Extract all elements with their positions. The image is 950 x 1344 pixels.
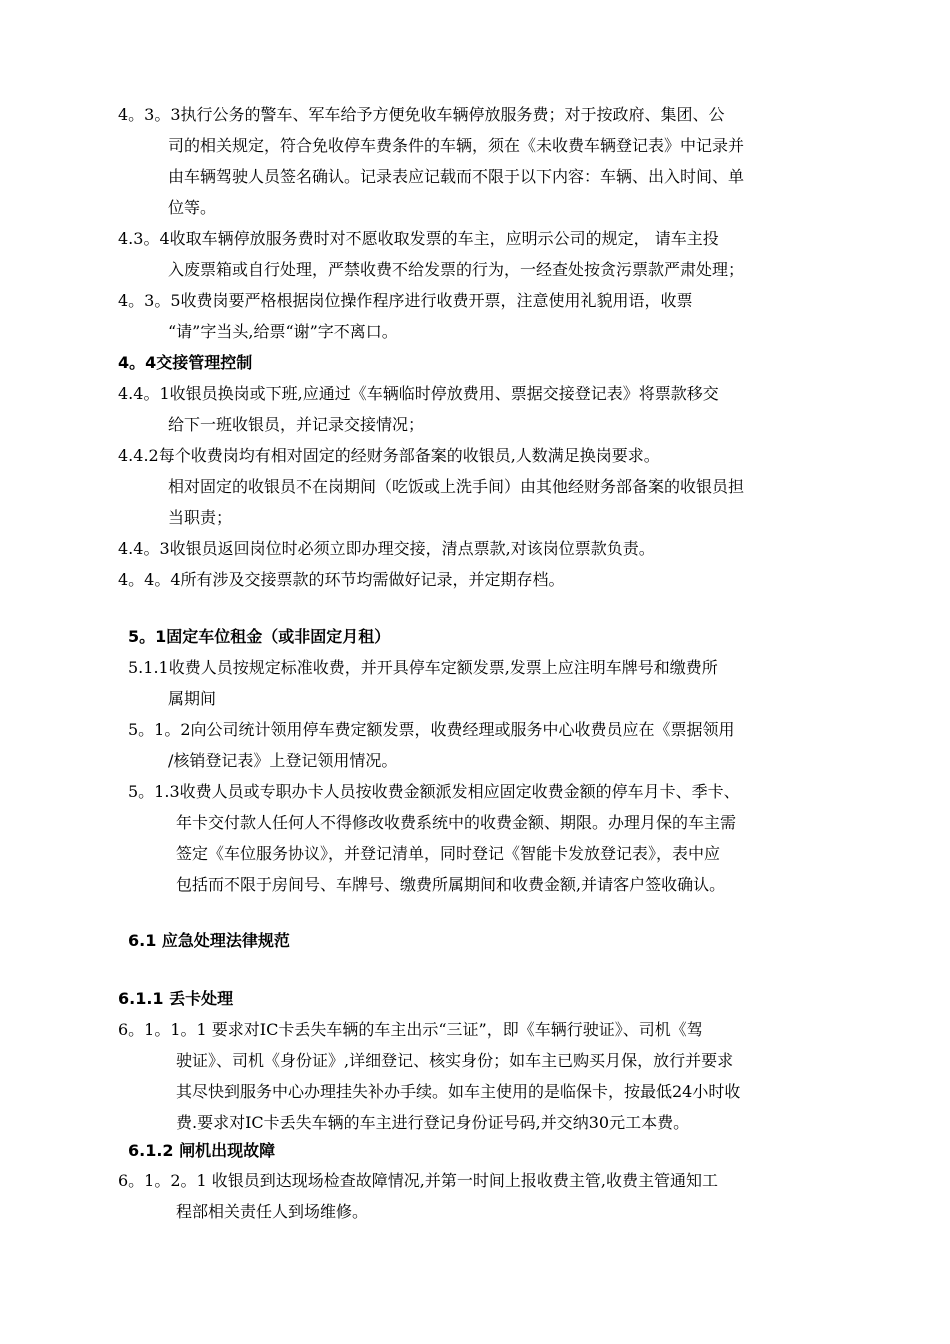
para-6-1-1-1-line-2: 驶证》、司机《身份证》,详细登记、核实身份；如车主已购买月保，放行并要求: [176, 1051, 734, 1070]
para-4-3-4-line-1: 4.3。4收取车辆停放服务费时对不愿收取发票的车主，应明示公司的规定， 请车主投: [118, 229, 719, 248]
para-4-3-3-line-4: 位等。: [168, 198, 217, 217]
heading-6-1-2: 6.1.2 闸机出现故障: [128, 1141, 276, 1160]
para-4-3-3-line-2: 司的相关规定，符合免收停车费条件的车辆，须在《未收费车辆登记表》中记录并: [168, 136, 745, 155]
para-6-1-1-1-line-1: 6。1。1。1 要求对IC卡丢失车辆的车主出示“三证”，即《车辆行驶证》、司机《驾: [118, 1020, 703, 1039]
para-4-3-3-line-1: 4。3。3执行公务的警车、军车给予方便免收车辆停放服务费；对于按政府、集团、公: [118, 105, 725, 124]
para-4-3-4-line-2: 入废票箱或自行处理，严禁收费不给发票的行为，一经查处按贪污票款严肃处理；: [168, 260, 745, 279]
para-5-1-3-line-4: 包括而不限于房间号、车牌号、缴费所属期间和收费金额,并请客户签收确认。: [176, 875, 726, 894]
heading-4-4: 4。4交接管理控制: [118, 353, 253, 372]
para-4-4-4: 4。4。4所有涉及交接票款的环节均需做好记录，并定期存档。: [118, 570, 565, 589]
para-5-1-3-line-3: 签定《车位服务协议》，并登记清单，同时登记《智能卡发放登记表》，表中应: [176, 844, 721, 863]
para-5-1-2-line-2: /核销登记表》上登记领用情况。: [168, 751, 398, 770]
para-4-3-3-line-3: 由车辆驾驶人员签名确认。记录表应记载而不限于以下内容：车辆、出入时间、单: [168, 167, 745, 186]
para-4-4-1-line-1: 4.4。1收银员换岗或下班,应通过《车辆临时停放费用、票据交接登记表》将票款移交: [118, 384, 719, 403]
para-6-1-1-1-line-4: 费.要求对IC卡丢失车辆的车主进行登记身份证号码,并交纳30元工本费。: [176, 1113, 690, 1132]
para-5-1-1-line-1: 5.1.1收费人员按规定标准收费，并开具停车定额发票,发票上应注明车牌号和缴费所: [128, 658, 718, 677]
heading-6-1-1: 6.1.1 丢卡处理: [118, 989, 234, 1008]
para-6-1-2-1-line-2: 程部相关责任人到场维修。: [176, 1202, 369, 1221]
heading-5-1: 5。1固定车位租金（或非固定月租）: [128, 627, 391, 646]
para-5-1-1-line-2: 属期间: [168, 689, 217, 708]
para-5-1-2-line-1: 5。1。2向公司统计领用停车费定额发票，收费经理或服务中心收费员应在《票据领用: [128, 720, 735, 739]
para-5-1-3-line-1: 5。1.3收费人员或专职办卡人员按收费金额派发相应固定收费金额的停车月卡、季卡、: [128, 782, 740, 801]
para-4-4-2-line-2: 相对固定的收银员不在岗期间（吃饭或上洗手间）由其他经财务部备案的收银员担: [168, 477, 745, 496]
para-6-1-2-1-line-1: 6。1。2。1 收银员到达现场检查故障情况,并第一时间上报收费主管,收费主管通知工: [118, 1171, 718, 1190]
heading-6-1: 6.1 应急处理法律规范: [128, 931, 290, 950]
para-4-3-5-line-2: “请”字当头,给票“谢”字不离口。: [168, 322, 398, 341]
para-4-4-2-line-3: 当职责；: [168, 508, 233, 527]
para-5-1-3-line-2: 年卡交付款人任何人不得修改收费系统中的收费金额、期限。办理月保的车主需: [176, 813, 737, 832]
para-6-1-1-1-line-3: 其尽快到服务中心办理挂失补办手续。如车主使用的是临保卡，按最低24小时收: [176, 1082, 741, 1101]
para-4-4-1-line-2: 给下一班收银员，并记录交接情况；: [168, 415, 425, 434]
para-4-4-2-line-1: 4.4.2每个收费岗均有相对固定的经财务部备案的收银员,人数满足换岗要求。: [118, 446, 660, 465]
para-4-3-5-line-1: 4。3。5收费岗要严格根据岗位操作程序进行收费开票，注意使用礼貌用语，收票: [118, 291, 693, 310]
para-4-4-3: 4.4。3收银员返回岗位时必须立即办理交接，清点票款,对该岗位票款负责。: [118, 539, 655, 558]
